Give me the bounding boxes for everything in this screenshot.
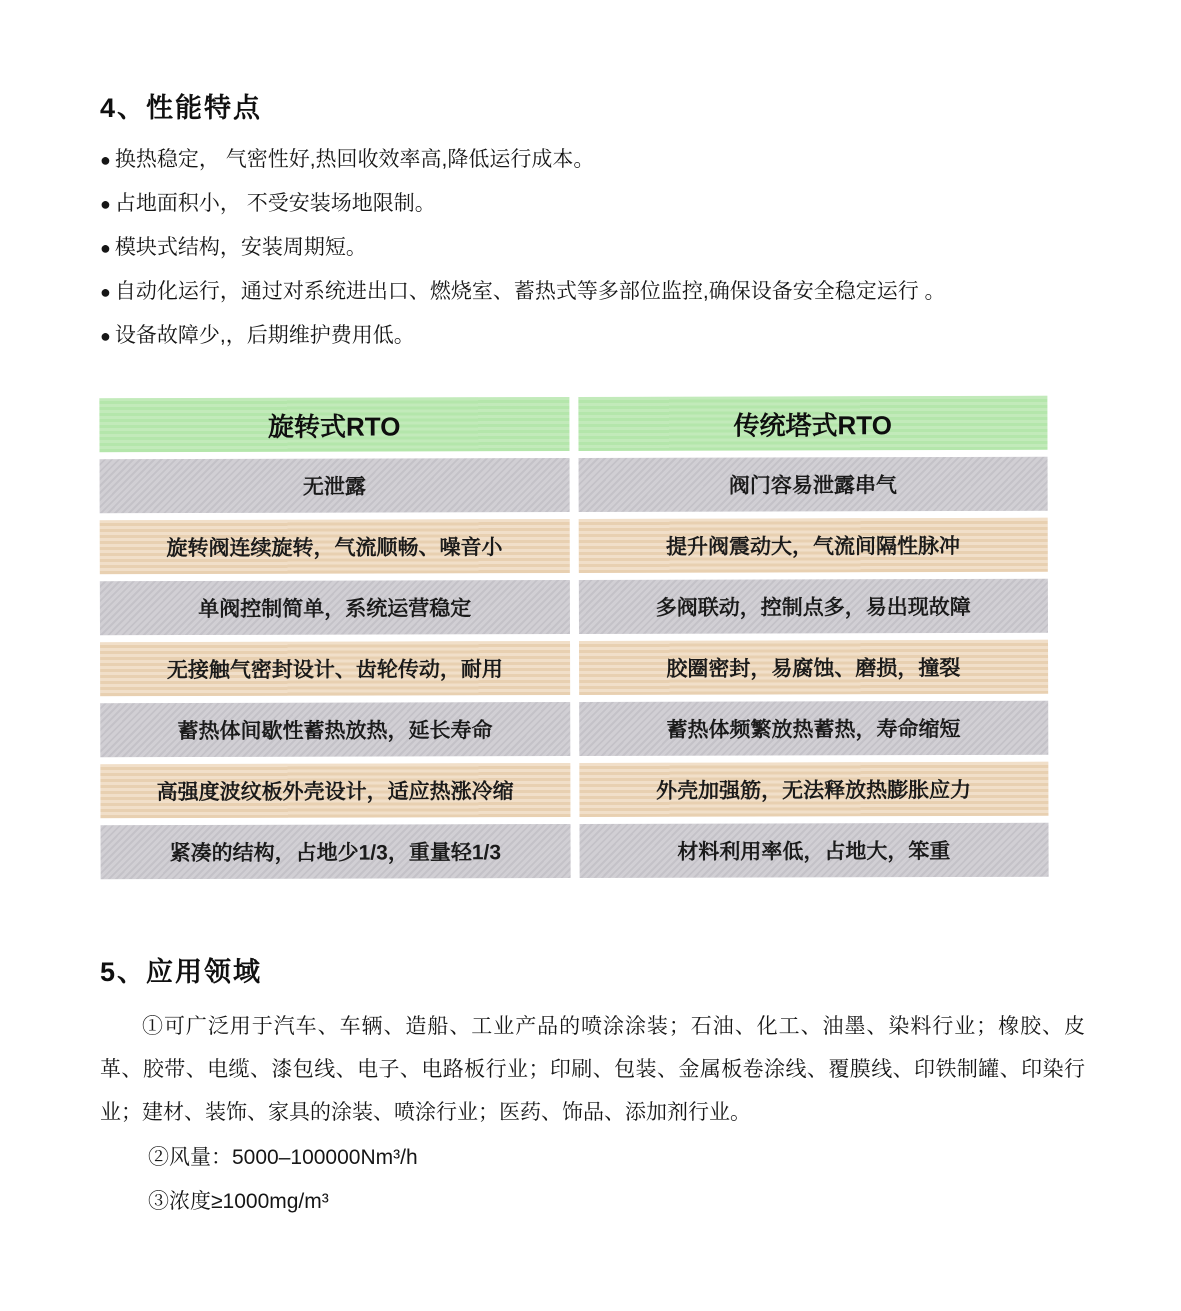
table-cell: 材料利用率低，占地大，笨重	[579, 823, 1049, 878]
table-cell: 无接触气密封设计、齿轮传动，耐用	[100, 641, 570, 696]
feature-item	[100, 233, 1085, 263]
table-cell: 无泄露	[100, 458, 570, 513]
feature-item	[100, 145, 1085, 175]
feature-item	[100, 189, 1085, 219]
table-cell: 蓄热体频繁放热蓄热，寿命缩短	[579, 701, 1049, 756]
section4-heading: 4、性能特点	[100, 93, 263, 123]
feature-text: 模块式结构，安装周期短。	[114, 236, 367, 259]
table-header-rotary-rto: 旋转式RTO	[99, 397, 569, 452]
table-cell: 阀门容易泄露串气	[578, 457, 1048, 512]
table-cell: 旋转阀连续旋转，气流顺畅、噪音小	[100, 519, 570, 574]
bullet-icon: ●	[100, 194, 111, 214]
table-cell: 单阀控制简单，系统运营稳定	[100, 580, 570, 635]
feature-text: 占地面积小， 不受安装场地限制。	[114, 192, 436, 215]
bullet-icon: ●	[100, 282, 111, 302]
feature-item	[100, 321, 1085, 351]
bullet-icon: ●	[100, 326, 111, 346]
bullet-icon: ●	[100, 150, 111, 170]
section5-heading: 5、应用领域	[100, 957, 263, 987]
table-cell: 外壳加强筋，无法释放热膨胀应力	[579, 762, 1049, 817]
table-cell: 紧凑的结构，占地少1/3，重量轻1/3	[100, 824, 570, 879]
feature-text: 换热稳定， 气密性好,热回收效率高,降低运行成本。	[114, 148, 595, 171]
feature-list	[100, 145, 1085, 351]
table-cell: 胶圈密封，易腐蚀、磨损，撞裂	[579, 640, 1049, 695]
application-paragraph: ①可广泛用于汽车、车辆、造船、工业产品的喷涂涂装；石油、化工、油墨、染料行业；橡胶、皮革、胶带、电缆、漆包线、电子、电路板行业；印刷、包装、金属板卷涂线、覆膜线、印铁制罐、印染行业；建材、装饰、家具的涂装、喷涂行业；医药、饰品、添加剂行业。	[100, 1015, 1085, 1124]
concentration-spec: ③浓度≥1000mg/m³	[148, 1190, 329, 1213]
table-cell: 蓄热体间歇性蓄热放热，延长寿命	[100, 702, 570, 757]
feature-item	[100, 277, 1085, 307]
table-cell: 高强度波纹板外壳设计，适应热涨冷缩	[100, 763, 570, 818]
airflow-spec: ②风量：5000–100000Nm³/h	[148, 1146, 418, 1169]
bullet-icon: ●	[100, 238, 111, 258]
comparison-table	[99, 396, 1048, 879]
table-cell: 多阀联动，控制点多，易出现故障	[578, 579, 1048, 634]
table-cell: 提升阀震动大，气流间隔性脉冲	[578, 518, 1048, 573]
table-header-traditional-rto: 传统塔式RTO	[578, 396, 1048, 451]
feature-text: 自动化运行，通过对系统进出口、燃烧室、蓄热式等多部位监控,确保设备安全稳定运行 。	[114, 280, 946, 303]
feature-text: 设备故障少,，后期维护费用低。	[114, 324, 415, 347]
